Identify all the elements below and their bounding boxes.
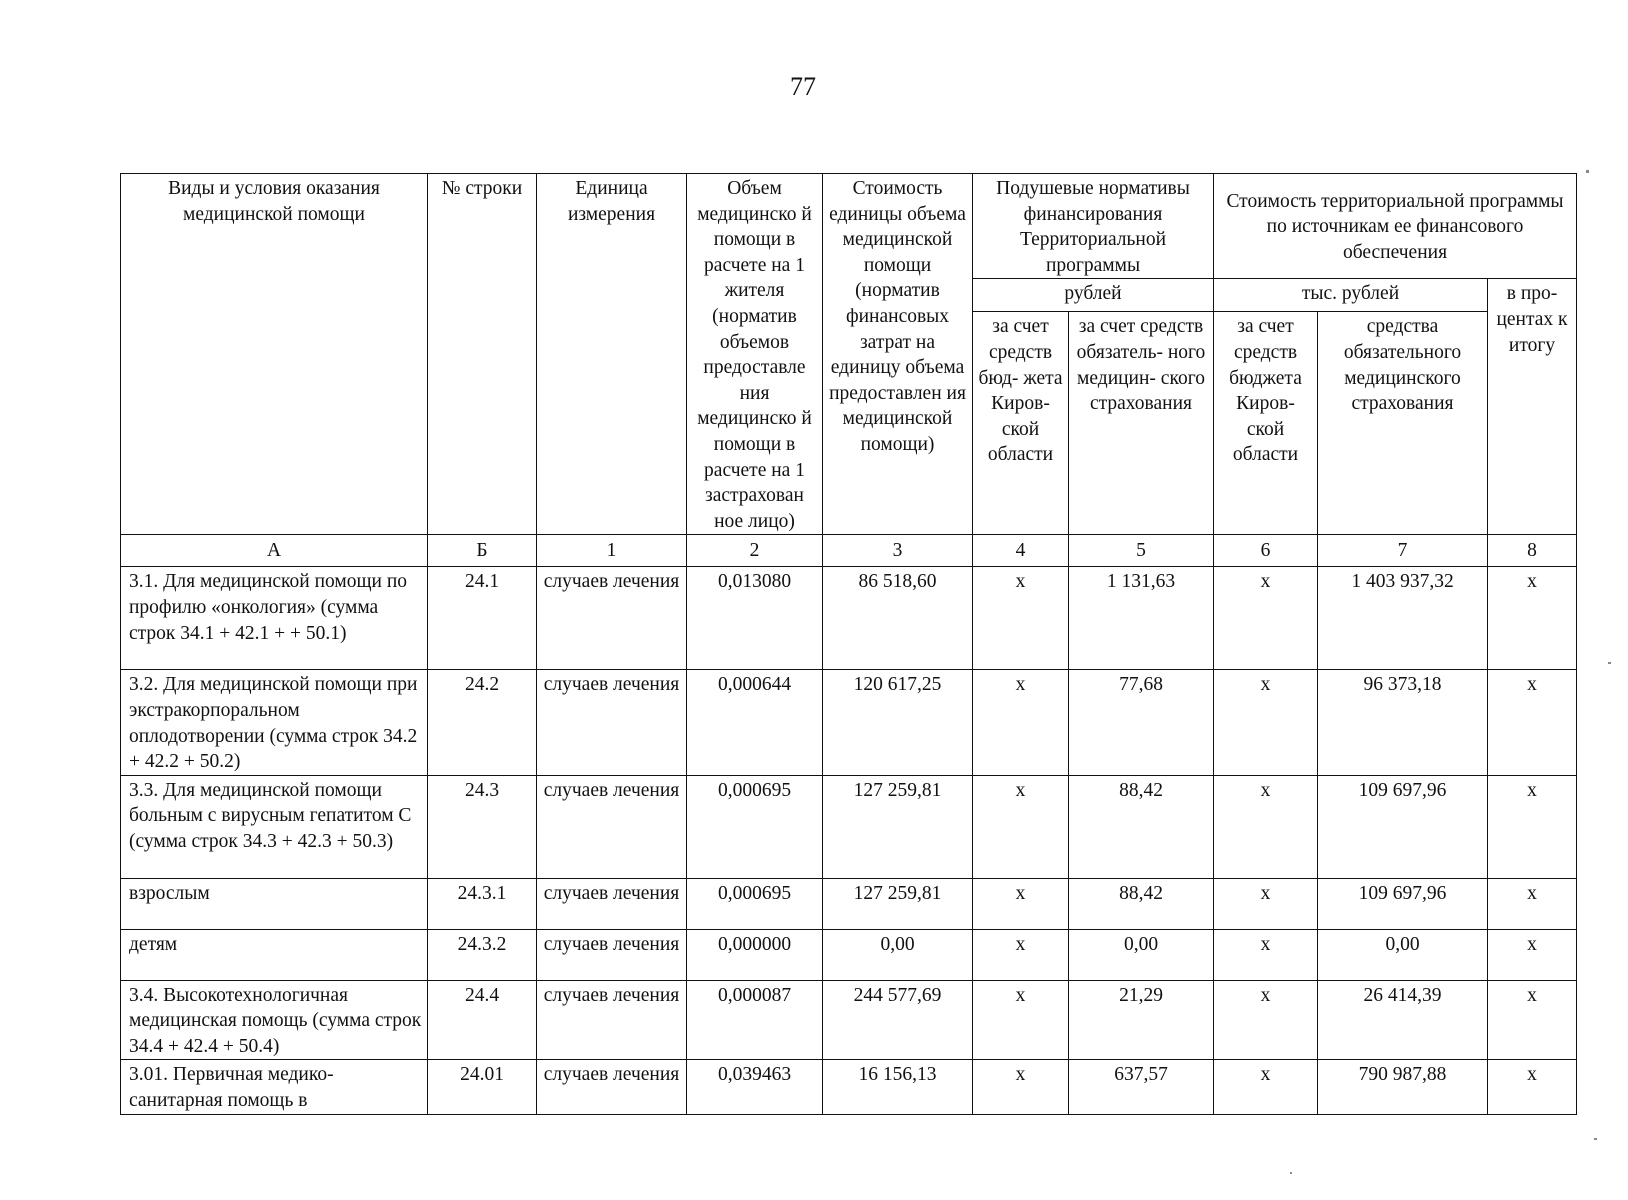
row-line-number: 24.1 (428, 567, 537, 670)
row-program-budget: х (1214, 567, 1318, 670)
row-volume: 0,000644 (687, 670, 823, 775)
row-name: 3.01. Первичная медико-санитарная помощь в (121, 1060, 428, 1115)
scan-speck (1290, 1172, 1292, 1174)
row-per-capita-budget: х (973, 1060, 1069, 1115)
row-cost: 127 259,81 (823, 878, 973, 929)
row-percent: х (1488, 929, 1577, 980)
index-cell: 1 (537, 535, 687, 567)
row-program-budget: х (1214, 929, 1318, 980)
header-col-6: за счет средств бюджета Киров- ской области (1214, 312, 1318, 535)
row-program-oms: 96 373,18 (1318, 670, 1488, 775)
row-program-oms: 1 403 937,32 (1318, 567, 1488, 670)
row-per-capita-oms: 0,00 (1069, 929, 1214, 980)
index-cell: 7 (1318, 535, 1488, 567)
row-per-capita-budget: х (973, 567, 1069, 670)
row-line-number: 24.3 (428, 775, 537, 878)
table-row (121, 980, 1577, 1060)
table-header (121, 174, 1577, 567)
row-per-capita-oms: 21,29 (1069, 980, 1214, 1060)
table-row (121, 929, 1577, 980)
row-per-capita-budget: х (973, 670, 1069, 775)
row-unit: случаев лечения (537, 775, 687, 878)
index-cell: Б (428, 535, 537, 567)
row-program-oms: 109 697,96 (1318, 878, 1488, 929)
scan-speck (1586, 170, 1589, 173)
row-program-budget: х (1214, 980, 1318, 1060)
header-cost-group: Стоимость территориальной программы по источникам ее финансового обеспечения (1214, 174, 1577, 279)
row-per-capita-budget: х (973, 980, 1069, 1060)
index-row (121, 535, 1577, 567)
header-col-7: средства обязательного медицинского страхования (1318, 312, 1488, 535)
row-unit: случаев лечения (537, 878, 687, 929)
row-unit: случаев лечения (537, 567, 687, 670)
row-unit: случаев лечения (537, 1060, 687, 1115)
row-per-capita-oms: 88,42 (1069, 878, 1214, 929)
page-number: 77 (790, 72, 816, 101)
row-line-number: 24.3.2 (428, 929, 537, 980)
row-percent: х (1488, 670, 1577, 775)
row-per-capita-oms: 637,57 (1069, 1060, 1214, 1115)
row-per-capita-oms: 77,68 (1069, 670, 1214, 775)
row-unit: случаев лечения (537, 980, 687, 1060)
index-cell: 5 (1069, 535, 1214, 567)
row-program-budget: х (1214, 1060, 1318, 1115)
table-body (121, 567, 1577, 1115)
row-volume: 0,013080 (687, 567, 823, 670)
header-col-b: № строки (428, 174, 537, 535)
row-line-number: 24.01 (428, 1060, 537, 1115)
row-name: 3.1. Для медицинской помощи по профилю «онкология» (сумма строк 34.1 + 42.1 + + 50.1) (121, 567, 428, 670)
header-col-a: Виды и условия оказания медицинской помощи (121, 174, 428, 535)
row-percent: х (1488, 878, 1577, 929)
index-cell: 3 (823, 535, 973, 567)
header-thousand-rubles: тыс. рублей (1214, 279, 1488, 312)
row-program-budget: х (1214, 670, 1318, 775)
header-rubles: рублей (973, 279, 1214, 312)
scan-speck (1608, 662, 1611, 664)
row-per-capita-budget: х (973, 929, 1069, 980)
row-per-capita-oms: 88,42 (1069, 775, 1214, 878)
row-program-oms: 109 697,96 (1318, 775, 1488, 878)
header-col-1: Единица измерения (537, 174, 687, 535)
row-program-oms: 0,00 (1318, 929, 1488, 980)
row-program-budget: х (1214, 878, 1318, 929)
header-col-3: Стоимость единицы объема медицинской помощи (норматив финансовых затрат на единицу объема предоставлен ия медицинской помощи) (823, 174, 973, 535)
table-row (121, 1060, 1577, 1115)
row-cost: 120 617,25 (823, 670, 973, 775)
index-cell: 2 (687, 535, 823, 567)
header-col-2: Объем медицинско й помощи в расчете на 1 жителя (норматив объемов предоставле ния медицинско й помощи в расчете на 1 застрахован ное лицо) (687, 174, 823, 535)
row-cost: 0,00 (823, 929, 973, 980)
row-percent: х (1488, 1060, 1577, 1115)
index-cell: 6 (1214, 535, 1318, 567)
row-name: детям (121, 929, 428, 980)
row-cost: 86 518,60 (823, 567, 973, 670)
row-cost: 244 577,69 (823, 980, 973, 1060)
row-line-number: 24.2 (428, 670, 537, 775)
scan-speck (1594, 1138, 1597, 1140)
row-program-oms: 790 987,88 (1318, 1060, 1488, 1115)
row-cost: 16 156,13 (823, 1060, 973, 1115)
index-cell: 8 (1488, 535, 1577, 567)
row-per-capita-oms: 1 131,63 (1069, 567, 1214, 670)
table-row (121, 878, 1577, 929)
row-percent: х (1488, 980, 1577, 1060)
table-row (121, 567, 1577, 670)
index-cell: А (121, 535, 428, 567)
row-volume: 0,000087 (687, 980, 823, 1060)
row-line-number: 24.4 (428, 980, 537, 1060)
row-unit: случаев лечения (537, 670, 687, 775)
row-unit: случаев лечения (537, 929, 687, 980)
row-volume: 0,000000 (687, 929, 823, 980)
table-row (121, 775, 1577, 878)
row-percent: х (1488, 567, 1577, 670)
row-program-oms: 26 414,39 (1318, 980, 1488, 1060)
row-percent: х (1488, 775, 1577, 878)
header-per-capita-group: Подушевые нормативы финансирования Территориальной программы (973, 174, 1214, 279)
row-program-budget: х (1214, 775, 1318, 878)
row-per-capita-budget: х (973, 775, 1069, 878)
row-name: 3.4. Высокотехнологичная медицинская помощь (сумма строк 34.4 + 42.4 + 50.4) (121, 980, 428, 1060)
row-per-capita-budget: х (973, 878, 1069, 929)
index-cell: 4 (973, 535, 1069, 567)
row-name: 3.3. Для медицинской помощи больным с вирусным гепатитом С (сумма строк 34.3 + 42.3 + 50.3) (121, 775, 428, 878)
row-volume: 0,039463 (687, 1060, 823, 1115)
row-volume: 0,000695 (687, 878, 823, 929)
table-row (121, 670, 1577, 775)
header-col-5: за счет средств обязатель- ного медицин- ского страхования (1069, 312, 1214, 535)
row-name: 3.2. Для медицинской помощи при экстракорпоральном оплодотворении (сумма строк 34.2 + 42.2 + 50.2) (121, 670, 428, 775)
funding-table (120, 173, 1577, 1115)
header-col-4: за счет средств бюд- жета Киров- ской области (973, 312, 1069, 535)
row-volume: 0,000695 (687, 775, 823, 878)
row-name: взрослым (121, 878, 428, 929)
row-cost: 127 259,81 (823, 775, 973, 878)
row-line-number: 24.3.1 (428, 878, 537, 929)
header-col-8: в про- центах к итогу (1488, 279, 1577, 535)
